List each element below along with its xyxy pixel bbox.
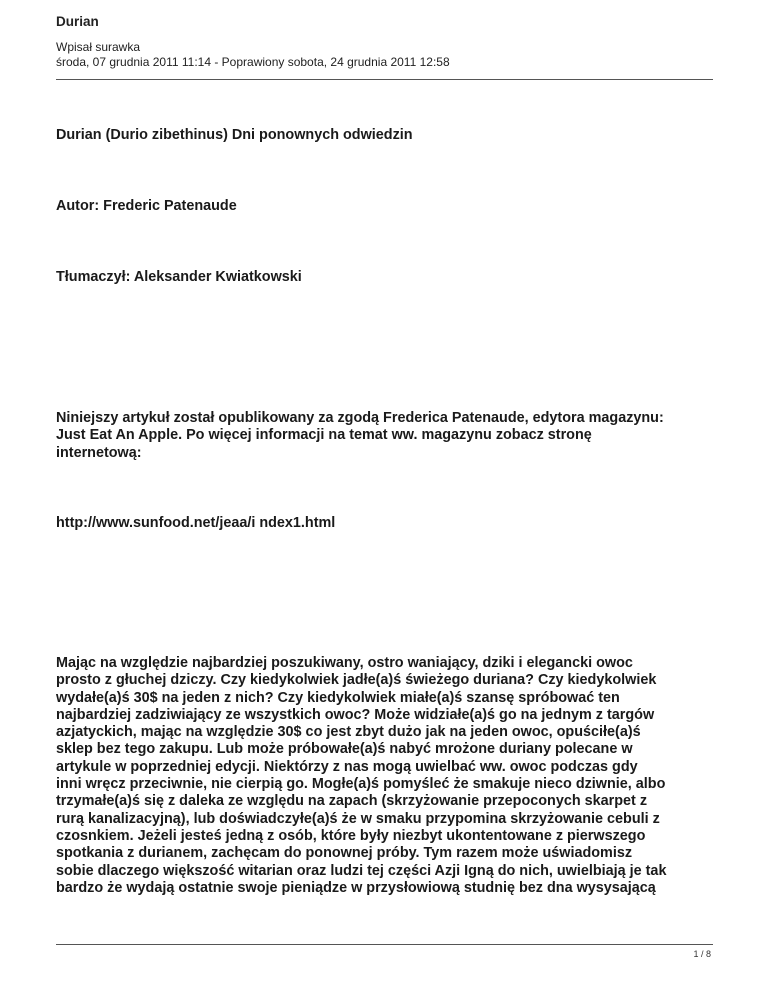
body-line: czosnkiem. Jeżeli jesteś jedną z osób, które były niezbyt ukontentowane z pierwszego [56,827,646,844]
article-author: Autor: Frederic Patenaude [56,198,237,214]
body-line: azjatyckich, mając na względzie 30$ co jest zbyt dużo jak na jeden owoc, opuściłe(a)ś [56,724,641,741]
body-line: Mając na względzie najbardziej poszukiwany, ostro waniający, dziki i elegancki owoc [56,655,633,671]
article-translator: Tłumaczył: Aleksander Kwiatkowski [56,269,302,285]
body-line: bardzo że wydają ostatnie swoje pieniądze w przysłowiową studnię bez dna wysysającą [56,879,656,896]
source-url: http://www.sunfood.net/jeaa/i ndex1.html [56,515,336,531]
body-line: artykule w poprzedniej edycji. Niektórzy z nas mogą uwielbać ww. owoc podczas gdy [56,758,638,775]
intro-line: Niniejszy artykuł został opublikowany za zgodą Frederica Patenaude, edytora magazynu: [56,410,664,426]
date-line: środa, 07 grudnia 2011 11:14 - Poprawiony sobota, 24 grudnia 2011 12:58 [56,55,450,69]
body-line: inni wręcz przeciwnie, nie cierpią go. Mogłe(a)ś pomyśleć że smakuje nieco dziwnie, albo [56,776,666,793]
intro-paragraph [56,410,716,462]
site-title: Durian [56,14,99,29]
author-line: Wpisał surawka [56,40,141,54]
article-meta [56,40,450,70]
article-title: Durian (Durio zibethinus) Dni ponownych odwiedzin [56,127,413,143]
body-line: sobie dlaczego większość witarian oraz ludzi tej części Azji Igną do nich, uwielbiają je tak [56,862,667,879]
body-line: najbardziej zadziwiający ze wszystkich owoc? Może widziałe(a)ś go na jednym z targów [56,706,655,723]
intro-line: Just Eat An Apple. Po więcej informacji na temat ww. magazynu zobacz stronę [56,427,592,444]
intro-line: internetową: [56,444,142,461]
body-line: trzymałe(a)ś się z daleka ze względu na zapach (skrzyżowanie przepoconych skarpet z [56,793,648,810]
footer-divider [56,944,713,945]
body-line: prosto z głuchej dziczy. Czy kiedykolwiek jadłe(a)ś świeżego duriana? Czy kiedykolwiek [56,672,657,689]
header-divider [56,79,713,80]
body-line: spotkania z durianem, zachęcam do ponownej próby. Tym razem może uświadomisz [56,845,633,862]
body-line: sklep bez tego zakupu. Lub może próbowałe(a)ś nabyć mrożone duriany polecane w [56,741,633,758]
body-line: wydałe(a)ś 30$ na jeden z nich? Czy kiedykolwiek miałe(a)ś szansę spróbować ten [56,689,620,706]
page-number: 1 / 8 [693,949,711,959]
body-paragraph [56,655,716,897]
body-line: rurą kanalizacyjną), lub doświadczyłe(a)ś że w smaku przypomina skrzyżowanie cebuli z [56,810,660,827]
